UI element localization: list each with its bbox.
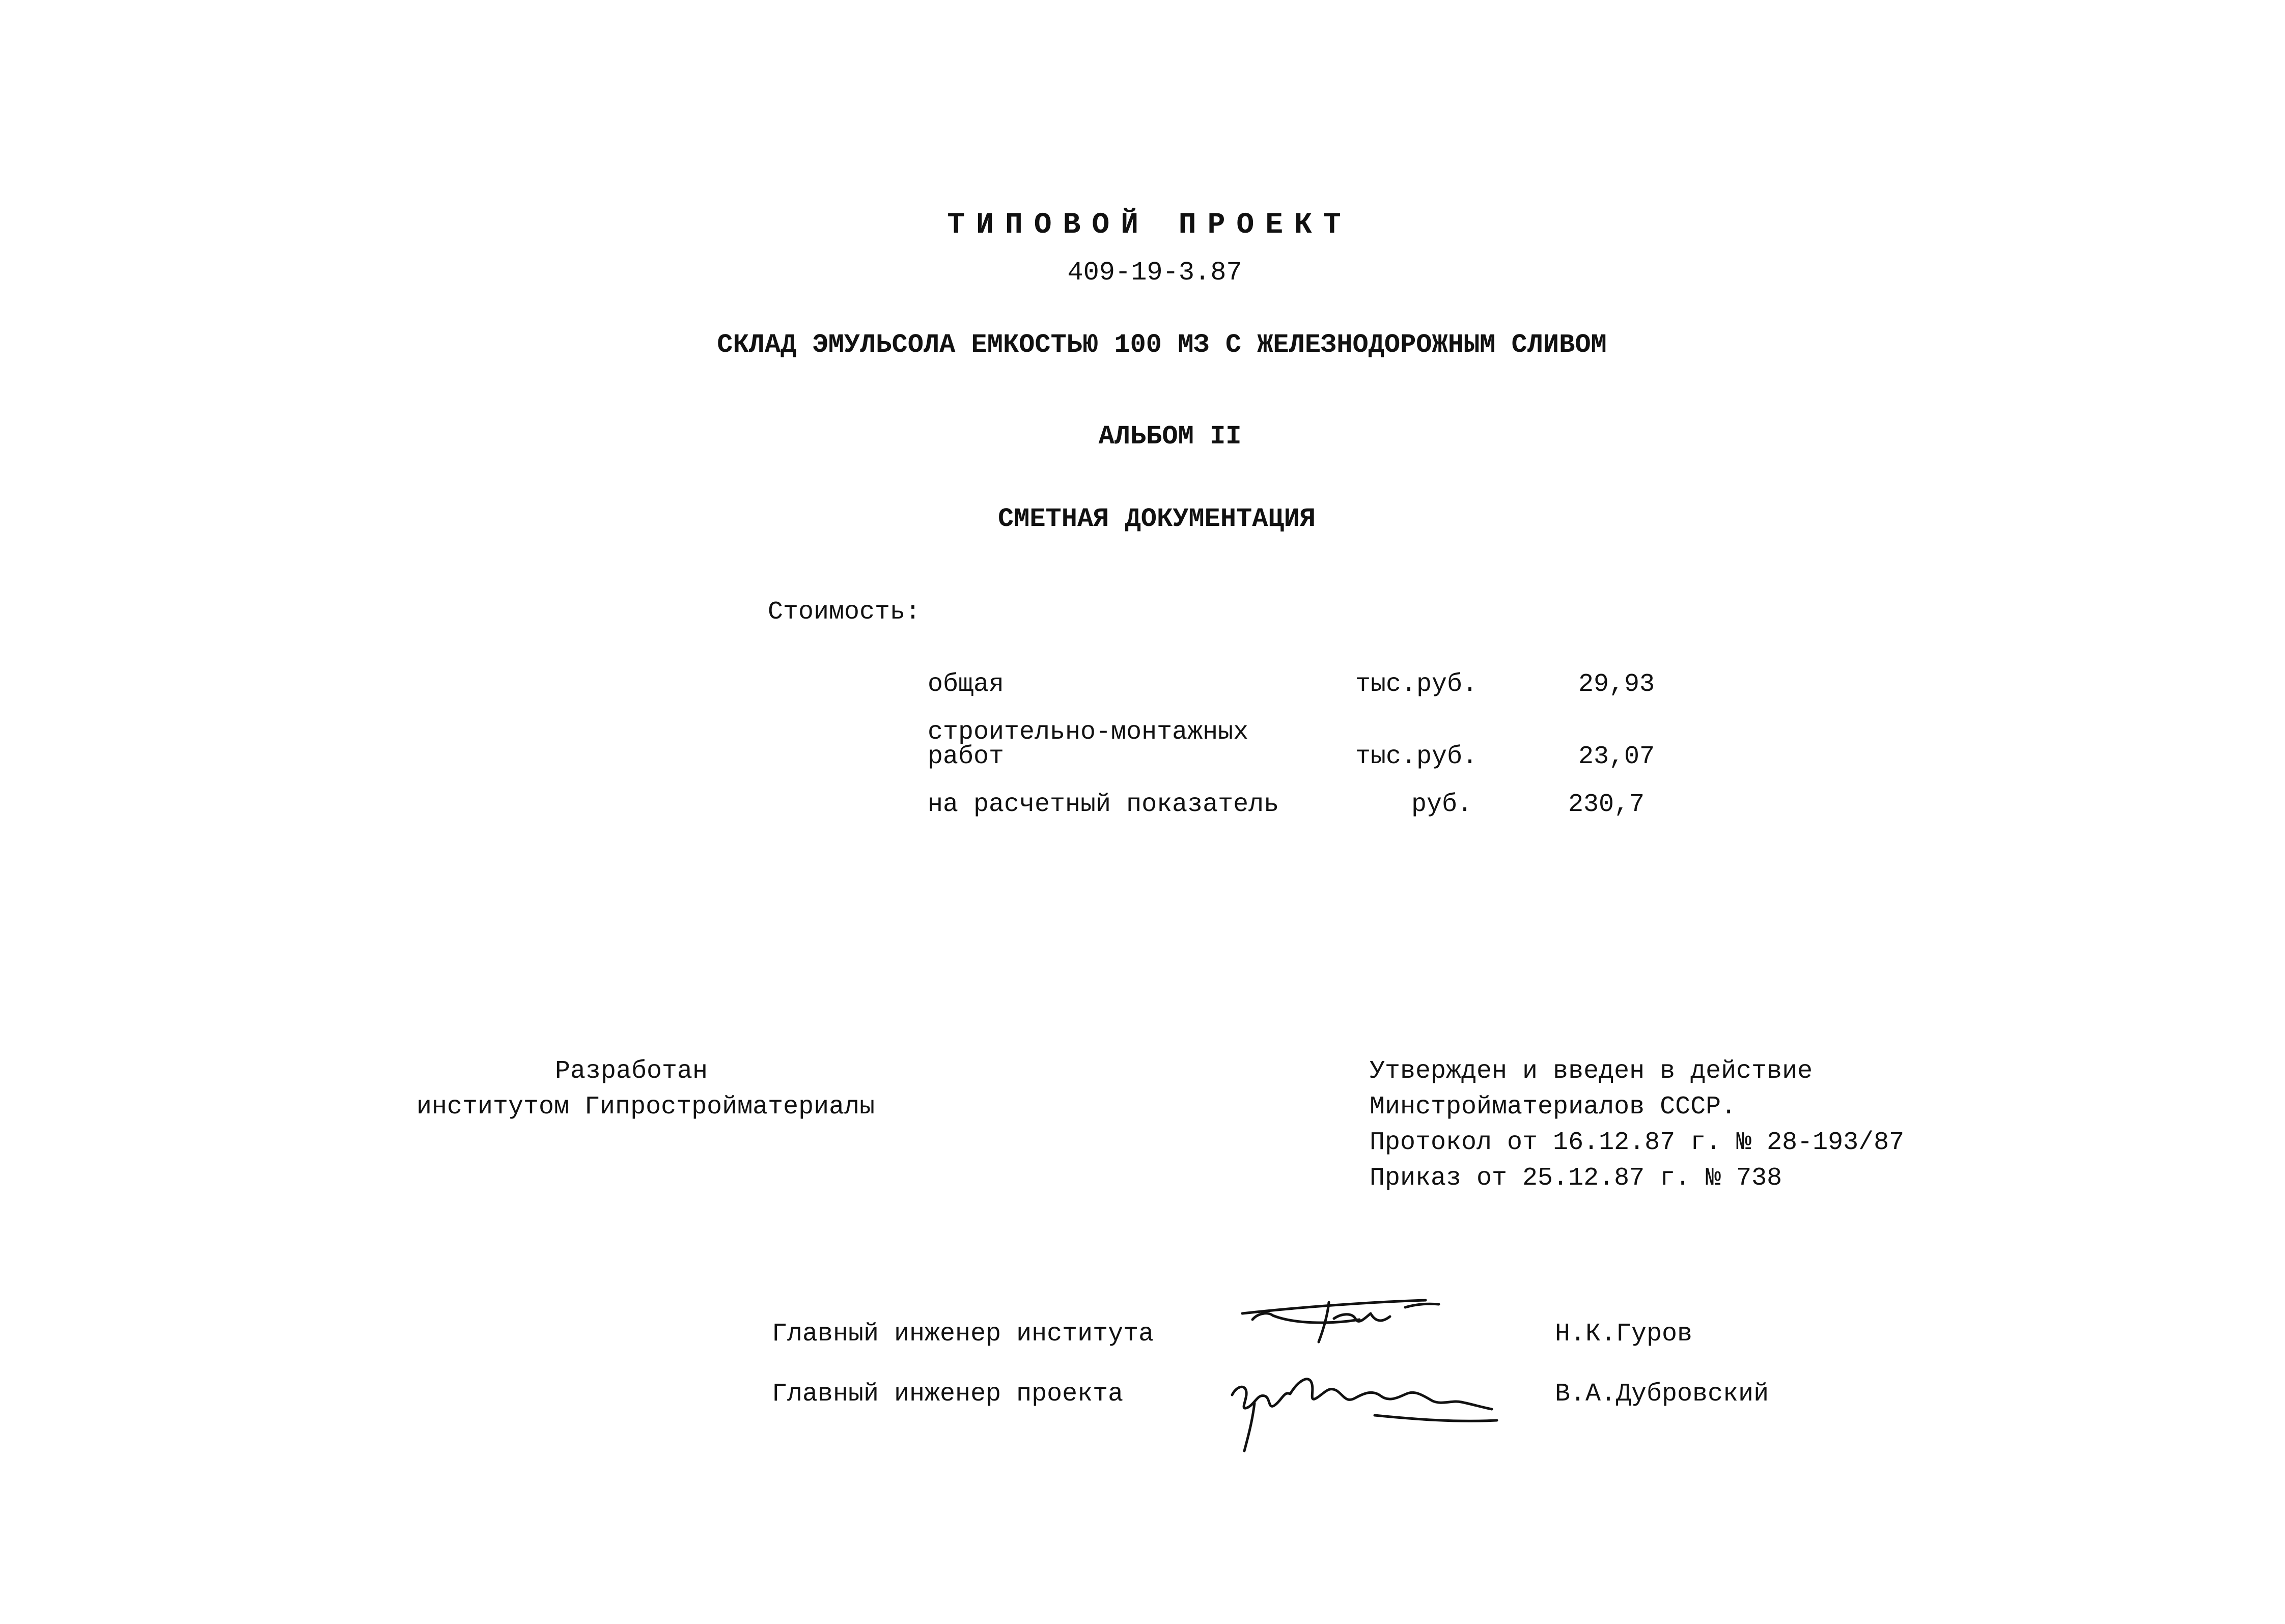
approval-protocol: Протокол от 16.12.87 г. № 28-193/87 <box>1370 1128 1905 1157</box>
handwritten-signature-1 <box>1237 1293 1451 1349</box>
cost-row-name-line2: работ <box>928 742 1005 771</box>
album-number: АЛЬБОМ II <box>1098 422 1242 452</box>
signature-name: В.А.Дубровский <box>1555 1380 1769 1409</box>
cost-row-name-line1: строительно-монтажных <box>928 718 1249 747</box>
section-title: СМЕТНАЯ ДОКУМЕНТАЦИЯ <box>997 504 1316 534</box>
approval-line2: Минстройматериалов СССР. <box>1370 1093 1737 1122</box>
cost-row-name: на расчетный показатель <box>928 790 1279 819</box>
project-subject: СКЛАД ЭМУЛЬСОЛА ЕМКОСТЬЮ 100 МЗ С ЖЕЛЕЗНОДОРОЖНЫМ СЛИВОМ <box>717 330 1607 360</box>
signature-name: Н.К.Гуров <box>1555 1320 1693 1349</box>
cost-row-unit: тыс.руб. <box>1355 670 1478 699</box>
cost-row-value: 23,07 <box>1578 742 1655 771</box>
cost-row-value: 29,93 <box>1578 670 1655 699</box>
developer-line2: институтом Гипростройматериалы <box>416 1093 875 1122</box>
approval-line1: Утвержден и введен в действие <box>1370 1057 1813 1086</box>
project-code: 409-19-3.87 <box>1067 258 1242 288</box>
handwritten-signature-2 <box>1222 1354 1507 1456</box>
approval-order: Приказ от 25.12.87 г. № 738 <box>1370 1164 1782 1193</box>
cost-row-name: общая <box>928 670 1005 699</box>
developer-line1: Разработан <box>554 1057 708 1086</box>
signature-role: Главный инженер проекта <box>772 1380 1124 1409</box>
cost-row-unit: тыс.руб. <box>1355 742 1478 771</box>
cost-row-unit: руб. <box>1411 790 1473 819</box>
cost-label: Стоимость: <box>768 598 921 627</box>
document-type-title: ТИПОВОЙ ПРОЕКТ <box>947 209 1352 242</box>
signature-role: Главный инженер института <box>772 1320 1154 1349</box>
cost-row-value: 230,7 <box>1568 790 1645 819</box>
